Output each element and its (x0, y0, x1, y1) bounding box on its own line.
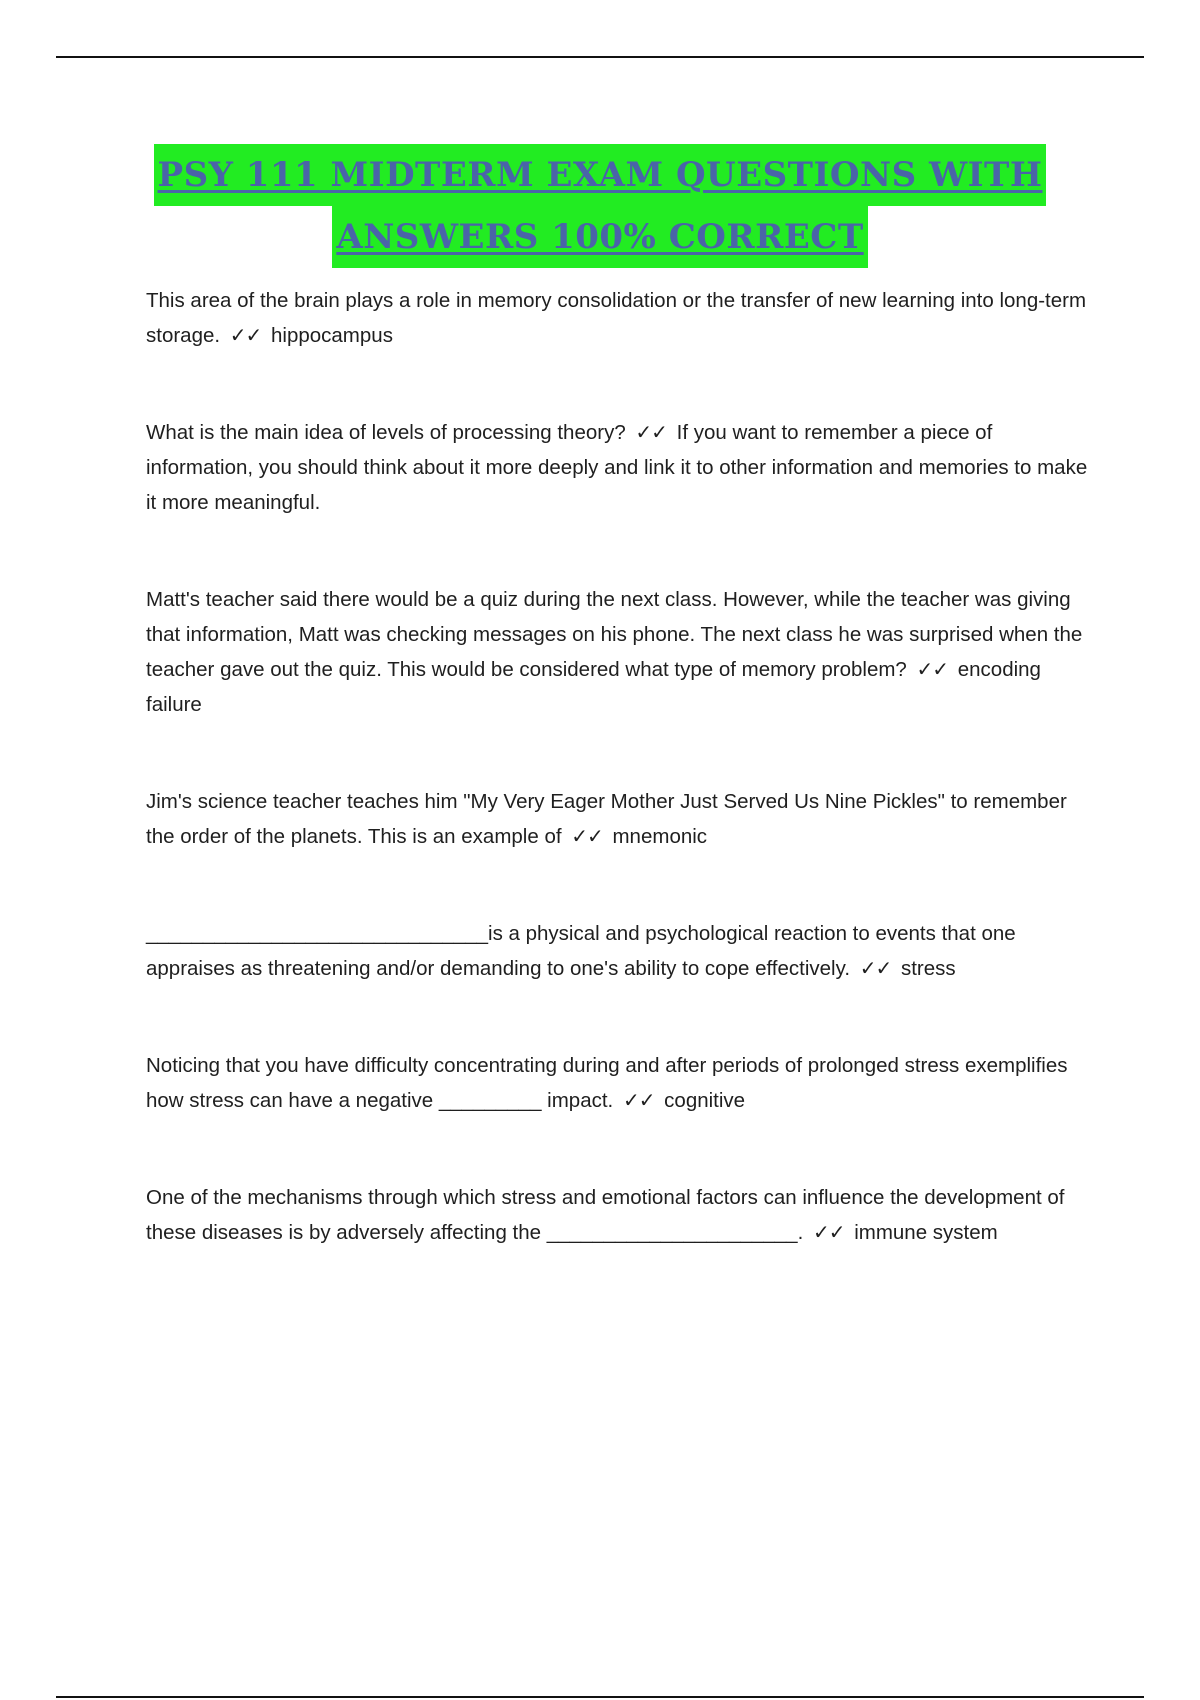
top-rule (56, 56, 1144, 58)
double-check-icon: ✓✓ (916, 657, 949, 681)
title-line-2: ANSWERS 100% CORRECT (332, 206, 867, 268)
answer-text: mnemonic (612, 825, 708, 848)
document-title (80, 144, 1120, 268)
question-text: This area of the brain plays a role in memory consolidation or the transfer of new learning into long-term storage. (146, 289, 1087, 347)
double-check-icon: ✓✓ (229, 323, 262, 347)
question-text: Noticing that you have difficulty concentrating during and after periods of prolonged stress exemplifies how stress can have a negative _________ impact. (146, 1054, 1068, 1112)
qa-item-5 (146, 916, 1096, 986)
answer-text: immune system (854, 1221, 998, 1244)
bottom-rule (56, 1696, 1144, 1698)
double-check-icon: ✓✓ (812, 1220, 845, 1244)
qa-item-3 (146, 582, 1096, 722)
qa-item-6 (146, 1048, 1096, 1118)
qa-item-2 (146, 415, 1096, 520)
answer-text: encoding failure (146, 658, 1041, 716)
double-check-icon: ✓✓ (571, 824, 603, 848)
answer-text: stress (900, 957, 956, 980)
question-list (146, 283, 1096, 1250)
double-check-icon: ✓✓ (859, 956, 892, 980)
title-line-1: PSY 111 MIDTERM EXAM QUESTIONS WITH (154, 144, 1047, 206)
answer-text: hippocampus (271, 324, 393, 347)
question-text: Matt's teacher said there would be a quiz during the next class. However, while the teacher was giving that information, Matt was checking messages on his phone. The next class he was surprised when the teacher gave out the quiz. This would be considered what type of memory problem? (146, 588, 1083, 681)
question-text: Jim's science teacher teaches him "My Very Eager Mother Just Served Us Nine Pickles" to remember the order of the planets. This is an example of (146, 790, 1067, 848)
qa-item-4 (146, 784, 1096, 854)
qa-item-7 (146, 1180, 1096, 1250)
qa-item-1 (146, 283, 1096, 353)
question-text: One of the mechanisms through which stress and emotional factors can influence the development of these diseases is by adversely affecting the ______________________. (146, 1186, 1065, 1244)
question-text: ______________________________is a physical and psychological reaction to events that one appraises as threatening and/or demanding to one's ability to cope effectively. (146, 922, 1016, 980)
double-check-icon: ✓✓ (622, 1088, 655, 1112)
double-check-icon: ✓✓ (635, 420, 667, 444)
answer-text: cognitive (664, 1089, 746, 1112)
question-text: What is the main idea of levels of processing theory? (146, 421, 626, 444)
answer-text: If you want to remember a piece of information, you should think about it more deeply and link it to other information and memories to make it more meaningful. (146, 421, 1088, 514)
